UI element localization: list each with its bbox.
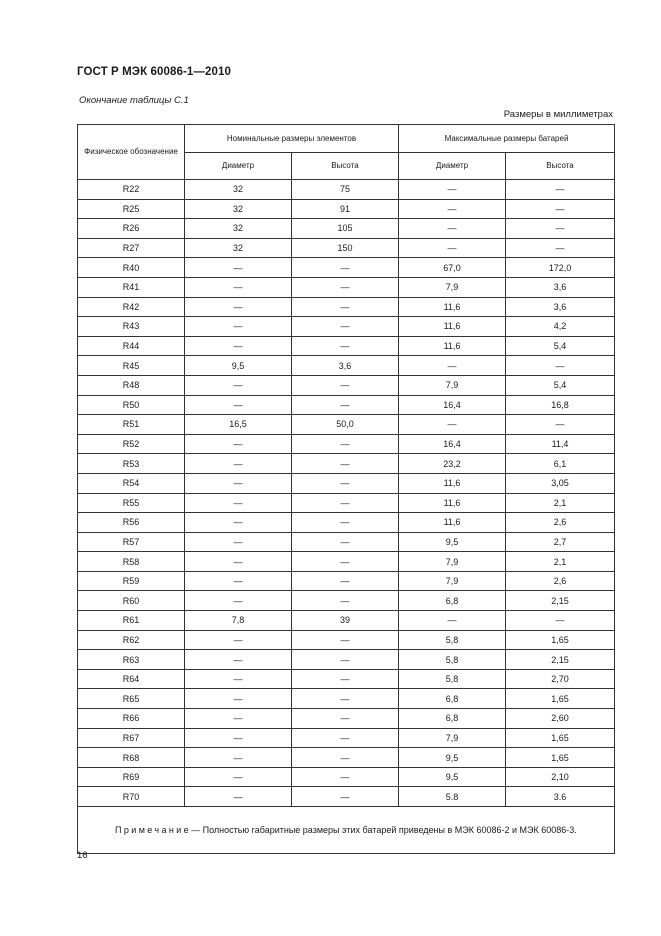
dimensions-table xyxy=(77,124,615,854)
table-row xyxy=(78,238,615,258)
nominal-height-cell: — xyxy=(292,669,399,689)
nominal-height-cell: — xyxy=(292,787,399,807)
table-row xyxy=(78,434,615,454)
nominal-height-cell: — xyxy=(292,630,399,650)
nominal-diameter-cell: — xyxy=(185,630,292,650)
nominal-height-cell: — xyxy=(292,493,399,513)
table-row xyxy=(78,336,615,356)
nominal-diameter-cell: — xyxy=(185,728,292,748)
max-height-cell: — xyxy=(506,611,615,631)
designation-cell: R52 xyxy=(78,434,185,454)
nominal-diameter-cell: — xyxy=(185,317,292,337)
table-row xyxy=(78,787,615,807)
max-diameter-cell: 67,0 xyxy=(399,258,506,278)
max-height-cell: 16,8 xyxy=(506,395,615,415)
designation-cell: R59 xyxy=(78,571,185,591)
nominal-height-cell: — xyxy=(292,434,399,454)
max-diameter-cell: 11,6 xyxy=(399,297,506,317)
table-row xyxy=(78,532,615,552)
designation-cell: R48 xyxy=(78,375,185,395)
max-height-cell: — xyxy=(506,415,615,435)
max-height-cell: — xyxy=(506,356,615,376)
nominal-diameter-cell: — xyxy=(185,689,292,709)
designation-cell: R22 xyxy=(78,180,185,200)
nominal-height-cell: 91 xyxy=(292,199,399,219)
max-diameter-cell: 9,5 xyxy=(399,532,506,552)
max-height-cell: 3.6 xyxy=(506,787,615,807)
max-diameter-cell: 11,6 xyxy=(399,513,506,533)
nominal-height-cell: — xyxy=(292,513,399,533)
designation-cell: R69 xyxy=(78,767,185,787)
designation-cell: R53 xyxy=(78,454,185,474)
designation-cell: R55 xyxy=(78,493,185,513)
table-row xyxy=(78,689,615,709)
document-title: ГОСТ Р МЭК 60086-1—2010 xyxy=(77,66,231,78)
nominal-height-cell: — xyxy=(292,454,399,474)
nominal-height-cell: — xyxy=(292,767,399,787)
table-row xyxy=(78,591,615,611)
max-height-cell: 3,6 xyxy=(506,297,615,317)
max-diameter-cell: — xyxy=(399,415,506,435)
max-height-cell: 2,10 xyxy=(506,767,615,787)
designation-cell: R25 xyxy=(78,199,185,219)
max-diameter-cell: 11,6 xyxy=(399,493,506,513)
col-header-designation: Физическое обозначение xyxy=(78,125,185,180)
designation-cell: R57 xyxy=(78,532,185,552)
max-height-cell: 2,6 xyxy=(506,513,615,533)
nominal-height-cell: 75 xyxy=(292,180,399,200)
table-row xyxy=(78,219,615,239)
max-diameter-cell: — xyxy=(399,199,506,219)
nominal-diameter-cell: 32 xyxy=(185,238,292,258)
max-height-cell: 2,1 xyxy=(506,493,615,513)
table-row xyxy=(78,571,615,591)
table-body xyxy=(78,180,615,807)
col-header-nominal-height: Высота xyxy=(292,153,399,180)
max-diameter-cell: 11,6 xyxy=(399,473,506,493)
table-row xyxy=(78,493,615,513)
nominal-diameter-cell: — xyxy=(185,375,292,395)
table-row xyxy=(78,277,615,297)
max-diameter-cell: 16,4 xyxy=(399,395,506,415)
nominal-height-cell: — xyxy=(292,650,399,670)
table-row xyxy=(78,650,615,670)
nominal-height-cell: — xyxy=(292,277,399,297)
designation-cell: R67 xyxy=(78,728,185,748)
col-group-max: Максимальные размеры батарей xyxy=(399,125,615,153)
nominal-diameter-cell: — xyxy=(185,532,292,552)
max-height-cell: 1,65 xyxy=(506,630,615,650)
nominal-height-cell: 3,6 xyxy=(292,356,399,376)
designation-cell: R68 xyxy=(78,748,185,768)
max-height-cell: 5,4 xyxy=(506,375,615,395)
nominal-height-cell: — xyxy=(292,552,399,572)
table-row xyxy=(78,748,615,768)
table-row xyxy=(78,709,615,729)
nominal-height-cell: 50,0 xyxy=(292,415,399,435)
max-diameter-cell: — xyxy=(399,219,506,239)
max-height-cell: 2,15 xyxy=(506,591,615,611)
max-diameter-cell: 11,6 xyxy=(399,336,506,356)
col-header-max-diameter: Диаметр xyxy=(399,153,506,180)
nominal-diameter-cell: — xyxy=(185,787,292,807)
table-note xyxy=(78,807,615,854)
max-height-cell: 1,65 xyxy=(506,689,615,709)
nominal-height-cell: 105 xyxy=(292,219,399,239)
max-diameter-cell: — xyxy=(399,356,506,376)
designation-cell: R27 xyxy=(78,238,185,258)
designation-cell: R60 xyxy=(78,591,185,611)
max-height-cell: 3,6 xyxy=(506,277,615,297)
max-diameter-cell: — xyxy=(399,611,506,631)
nominal-diameter-cell: — xyxy=(185,552,292,572)
table-row xyxy=(78,630,615,650)
nominal-diameter-cell: — xyxy=(185,767,292,787)
table-caption: Окончание таблицы С.1 xyxy=(79,95,189,106)
max-diameter-cell: 9,5 xyxy=(399,748,506,768)
max-height-cell: 2,70 xyxy=(506,669,615,689)
nominal-diameter-cell: — xyxy=(185,709,292,729)
nominal-height-cell: — xyxy=(292,709,399,729)
max-height-cell: 2,1 xyxy=(506,552,615,572)
nominal-diameter-cell: 16,5 xyxy=(185,415,292,435)
table-row xyxy=(78,375,615,395)
nominal-height-cell: — xyxy=(292,748,399,768)
max-diameter-cell: 6,8 xyxy=(399,709,506,729)
col-header-nominal-diameter: Диаметр xyxy=(185,153,292,180)
max-height-cell: 2,6 xyxy=(506,571,615,591)
units-note: Размеры в миллиметрах xyxy=(503,109,613,120)
nominal-diameter-cell: — xyxy=(185,395,292,415)
max-height-cell: 1,65 xyxy=(506,728,615,748)
nominal-height-cell: — xyxy=(292,317,399,337)
designation-cell: R56 xyxy=(78,513,185,533)
nominal-height-cell: — xyxy=(292,532,399,552)
table-row xyxy=(78,415,615,435)
nominal-diameter-cell: — xyxy=(185,669,292,689)
max-height-cell: — xyxy=(506,238,615,258)
table-row xyxy=(78,297,615,317)
nominal-diameter-cell: 32 xyxy=(185,180,292,200)
max-diameter-cell: 9,5 xyxy=(399,767,506,787)
nominal-height-cell: 39 xyxy=(292,611,399,631)
max-diameter-cell: 7,9 xyxy=(399,571,506,591)
designation-cell: R51 xyxy=(78,415,185,435)
max-diameter-cell: 7,9 xyxy=(399,552,506,572)
designation-cell: R63 xyxy=(78,650,185,670)
nominal-height-cell: — xyxy=(292,571,399,591)
nominal-diameter-cell: — xyxy=(185,748,292,768)
max-height-cell: 4,2 xyxy=(506,317,615,337)
max-height-cell: 6,1 xyxy=(506,454,615,474)
max-height-cell: — xyxy=(506,180,615,200)
table-row xyxy=(78,767,615,787)
max-height-cell: 1,65 xyxy=(506,748,615,768)
designation-cell: R61 xyxy=(78,611,185,631)
nominal-height-cell: — xyxy=(292,689,399,709)
table-row xyxy=(78,356,615,376)
nominal-diameter-cell: — xyxy=(185,493,292,513)
nominal-diameter-cell: — xyxy=(185,277,292,297)
max-diameter-cell: 6,8 xyxy=(399,591,506,611)
max-height-cell: 172,0 xyxy=(506,258,615,278)
nominal-diameter-cell: — xyxy=(185,454,292,474)
designation-cell: R58 xyxy=(78,552,185,572)
col-group-nominal: Номинальные размеры элементов xyxy=(185,125,399,153)
max-height-cell: 3,05 xyxy=(506,473,615,493)
nominal-height-cell: — xyxy=(292,728,399,748)
designation-cell: R41 xyxy=(78,277,185,297)
nominal-diameter-cell: — xyxy=(185,473,292,493)
nominal-diameter-cell: — xyxy=(185,650,292,670)
note-text: — Полностью габаритные размеры этих батарей приведены в МЭК 60086-2 и МЭК 60086-3. xyxy=(191,824,577,835)
table-row xyxy=(78,473,615,493)
nominal-diameter-cell: — xyxy=(185,513,292,533)
col-header-max-height: Высота xyxy=(506,153,615,180)
max-diameter-cell: 7,9 xyxy=(399,375,506,395)
max-diameter-cell: 5,8 xyxy=(399,669,506,689)
page-number: 16 xyxy=(77,850,88,861)
nominal-height-cell: — xyxy=(292,395,399,415)
designation-cell: R54 xyxy=(78,473,185,493)
nominal-height-cell: — xyxy=(292,258,399,278)
nominal-height-cell: — xyxy=(292,336,399,356)
table-row xyxy=(78,552,615,572)
max-height-cell: 2,7 xyxy=(506,532,615,552)
nominal-diameter-cell: — xyxy=(185,591,292,611)
nominal-diameter-cell: — xyxy=(185,297,292,317)
nominal-height-cell: — xyxy=(292,591,399,611)
max-diameter-cell: 7,9 xyxy=(399,277,506,297)
designation-cell: R44 xyxy=(78,336,185,356)
table-row xyxy=(78,180,615,200)
nominal-height-cell: — xyxy=(292,297,399,317)
table-row xyxy=(78,258,615,278)
designation-cell: R50 xyxy=(78,395,185,415)
nominal-height-cell: — xyxy=(292,375,399,395)
max-diameter-cell: 5,8 xyxy=(399,630,506,650)
table-row xyxy=(78,513,615,533)
max-diameter-cell: 6,8 xyxy=(399,689,506,709)
max-diameter-cell: — xyxy=(399,238,506,258)
max-height-cell: 2,15 xyxy=(506,650,615,670)
nominal-diameter-cell: — xyxy=(185,434,292,454)
designation-cell: R65 xyxy=(78,689,185,709)
table-row xyxy=(78,669,615,689)
nominal-diameter-cell: — xyxy=(185,571,292,591)
designation-cell: R66 xyxy=(78,709,185,729)
max-height-cell: — xyxy=(506,199,615,219)
designation-cell: R42 xyxy=(78,297,185,317)
nominal-diameter-cell: 9,5 xyxy=(185,356,292,376)
max-diameter-cell: 7,9 xyxy=(399,728,506,748)
table-row xyxy=(78,454,615,474)
max-height-cell: — xyxy=(506,219,615,239)
nominal-height-cell: — xyxy=(292,473,399,493)
max-height-cell: 2,60 xyxy=(506,709,615,729)
nominal-diameter-cell: 32 xyxy=(185,219,292,239)
max-diameter-cell: 11,6 xyxy=(399,317,506,337)
designation-cell: R64 xyxy=(78,669,185,689)
designation-cell: R45 xyxy=(78,356,185,376)
max-diameter-cell: 5.8 xyxy=(399,787,506,807)
nominal-diameter-cell: 32 xyxy=(185,199,292,219)
table-row xyxy=(78,395,615,415)
table-row xyxy=(78,611,615,631)
table-row xyxy=(78,199,615,219)
nominal-diameter-cell: 7,8 xyxy=(185,611,292,631)
max-height-cell: 11,4 xyxy=(506,434,615,454)
designation-cell: R70 xyxy=(78,787,185,807)
max-diameter-cell: 5,8 xyxy=(399,650,506,670)
designation-cell: R62 xyxy=(78,630,185,650)
max-diameter-cell: 23,2 xyxy=(399,454,506,474)
max-diameter-cell: 16,4 xyxy=(399,434,506,454)
max-diameter-cell: — xyxy=(399,180,506,200)
designation-cell: R40 xyxy=(78,258,185,278)
nominal-diameter-cell: — xyxy=(185,336,292,356)
max-height-cell: 5,4 xyxy=(506,336,615,356)
nominal-height-cell: 150 xyxy=(292,238,399,258)
note-label: Примечание xyxy=(115,824,192,835)
table-row xyxy=(78,317,615,337)
nominal-diameter-cell: — xyxy=(185,258,292,278)
designation-cell: R26 xyxy=(78,219,185,239)
table-row xyxy=(78,728,615,748)
designation-cell: R43 xyxy=(78,317,185,337)
